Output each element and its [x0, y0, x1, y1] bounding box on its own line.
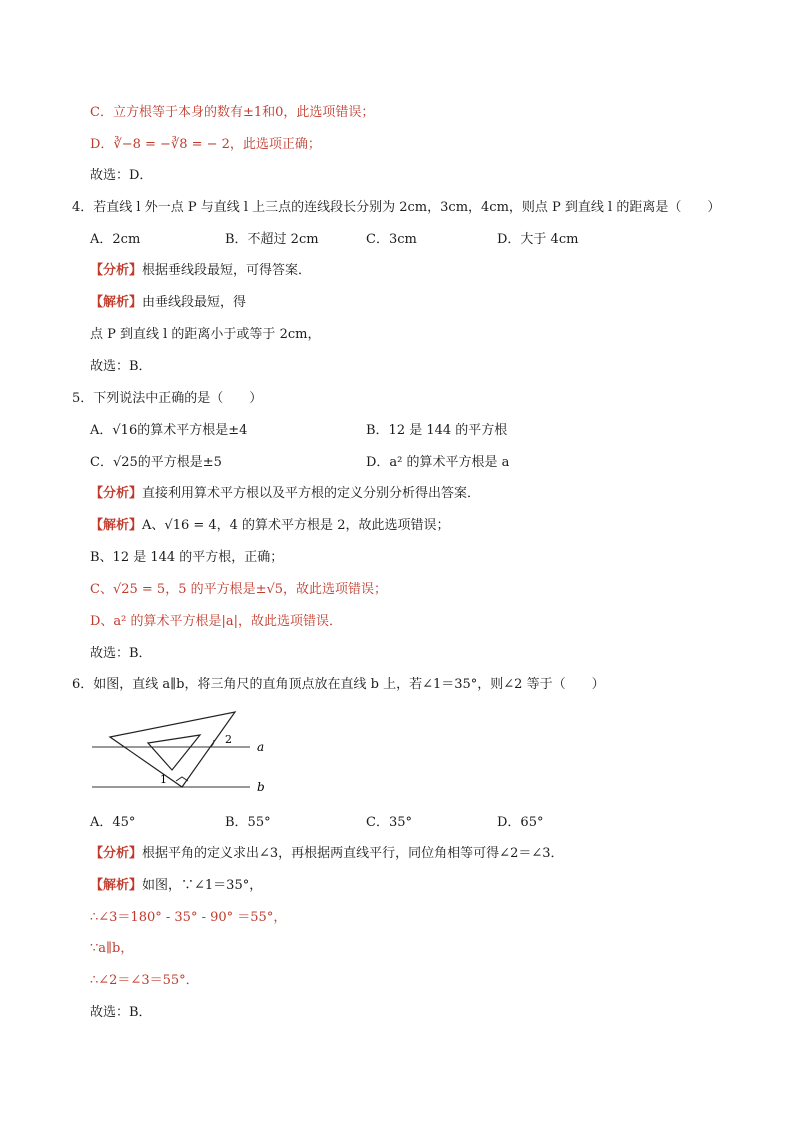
analysis-tag: 【分析】: [90, 486, 143, 501]
line-d-cube-root: D．∛−8 = −∛8 = − 2，此选项正确；: [90, 137, 321, 152]
q4-option-b: B．不超过 2cm: [225, 232, 319, 247]
solution-text: A、√16 = 4，4 的算术平方根是 2，故此选项错误；: [142, 518, 450, 533]
outer-triangle: [110, 712, 235, 787]
answer-q5: 故选：B．: [90, 646, 152, 661]
question-5: 5．下列说法中正确的是（ ）: [72, 391, 263, 406]
inner-triangle: [148, 735, 200, 770]
q4-option-a: A．2cm: [90, 232, 141, 247]
q5-analysis: [90, 485, 480, 503]
q6-option-d: D．65°: [497, 815, 544, 830]
solution-tag: 【解析】: [90, 878, 143, 893]
solution-tag: 【解析】: [90, 518, 143, 533]
q6-analysis: [90, 845, 564, 863]
q6-option-c: C．35°: [366, 815, 412, 830]
answer-q3: 故选：D．: [90, 168, 153, 183]
triangle-ruler-figure: [90, 705, 280, 800]
line-c-cube-root: C．立方根等于本身的数有±1和0，此选项错误；: [90, 105, 375, 120]
q4-option-d: D．大于 4cm: [497, 232, 579, 247]
label-a: a: [257, 740, 265, 754]
q5-solution-d: D、a² 的算术平方根是|a|，故此选项错误．: [90, 614, 343, 629]
solution-tag: 【解析】: [90, 295, 143, 310]
q4-analysis: [90, 262, 311, 280]
answer-q6: 故选：B．: [90, 1005, 152, 1020]
analysis-tag: 【分析】: [90, 846, 143, 861]
q5-option-a: A．√16的算术平方根是±4: [90, 423, 248, 438]
q4-option-c: C．3cm: [366, 232, 417, 247]
analysis-text: 直接利用算术平方根以及平方根的定义分别分析得出答案．: [142, 486, 481, 501]
analysis-text: 根据垂线段最短，可得答案．: [142, 263, 312, 278]
q5-option-d: D．a² 的算术平方根是 a: [366, 455, 510, 470]
q6-solution-line2: ∴∠3＝180° - 35° - 90° ＝55°，: [90, 910, 287, 925]
analysis-text: 根据平角的定义求出∠3，再根据两直线平行，同位角相等可得∠2＝∠3．: [142, 846, 564, 861]
q5-solution-c: C、√25 = 5，5 的平方根是±√5，故此选项错误；: [90, 582, 388, 597]
solution-text: 如图，∵∠1＝35°，: [142, 878, 263, 893]
q5-solution-b: B、12 是 144 的平方根，正确；: [90, 550, 284, 565]
q4-solution: [90, 294, 246, 312]
label-b: b: [257, 780, 265, 794]
label-angle-2: 2: [225, 733, 232, 746]
q5-solution: [90, 517, 449, 535]
q5-option-b: B．12 是 144 的平方根: [366, 423, 508, 438]
answer-q4: 故选：B．: [90, 359, 152, 374]
q5-option-c: C．√25的平方根是±5: [90, 455, 222, 470]
q6-solution-line3: ∵a∥b，: [90, 941, 134, 956]
right-angle-mark: [176, 777, 188, 781]
label-angle-1: 1: [160, 773, 167, 786]
question-6: 6．如图，直线 a∥b，将三角尺的直角顶点放在直线 b 上，若∠1＝35°，则∠2 等于（ ）: [72, 677, 605, 692]
q6-option-a: A．45°: [90, 815, 136, 830]
analysis-tag: 【分析】: [90, 263, 143, 278]
q6-solution: [90, 877, 262, 895]
q4-solution-line2: 点 P 到直线 l 的距离小于或等于 2cm，: [90, 327, 321, 342]
q6-option-b: B．55°: [225, 815, 271, 830]
q6-solution-line4: ∴∠2＝∠3＝55°．: [90, 973, 199, 988]
question-4: 4．若直线 l 外一点 P 与直线 l 上三点的连线段长分别为 2cm，3cm，4cm，则点 P 到直线 l 的距离是（ ）: [72, 200, 721, 215]
solution-text: 由垂线段最短，得: [142, 295, 247, 310]
